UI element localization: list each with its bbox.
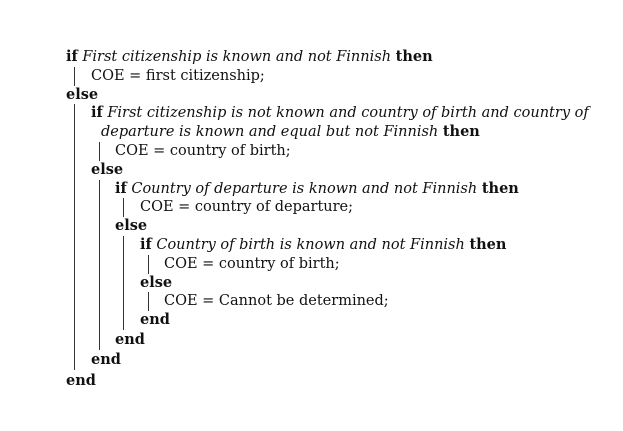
block-bar-else-3 [123,236,124,330]
keyword-if: if [91,104,103,121]
block-bar-then-3 [123,198,124,217]
line-end-4 [140,311,170,329]
assignment-country-of-birth: COE = country of birth; [164,256,340,272]
block-bar-then-2 [99,142,100,161]
keyword-then: then [481,180,519,197]
condition-country-of-birth: Country of birth is known and not Finnish [156,237,465,253]
keyword-else: else [91,161,124,178]
line-assign-3 [140,198,353,216]
assignment-first-citizenship: COE = first citizenship; [91,68,265,84]
keyword-end: end [66,372,96,389]
line-end-1 [66,372,96,390]
line-else-1 [66,86,98,104]
line-end-2 [91,351,121,369]
assignment-country-of-birth: COE = country of birth; [115,143,291,159]
keyword-then: then [469,236,507,253]
block-bar-else-4 [148,292,149,311]
keyword-then: then [395,48,433,65]
line-assign-5 [164,292,389,310]
block-bar-else-2 [99,180,100,350]
line-if-2a [91,104,589,122]
line-else-2 [91,161,123,179]
assignment-country-of-departure: COE = country of departure; [140,199,354,215]
line-if-4 [140,236,506,254]
keyword-then: then [442,123,480,140]
line-if-2b [101,123,480,141]
condition-birth-departure-part2: departure is known and equal but not Finnish [101,124,439,140]
keyword-if: if [115,180,127,197]
keyword-end: end [140,311,170,328]
line-else-4 [140,274,172,292]
keyword-else: else [66,86,99,103]
keyword-end: end [91,351,121,368]
keyword-else: else [115,217,148,234]
block-bar-then-1 [74,67,75,86]
condition-first-citizenship: First citizenship is known and not Finnish [82,49,392,65]
line-assign-2 [115,142,291,160]
keyword-if: if [140,236,152,253]
condition-birth-departure-part1: First citizenship is not known and country of birth and country of [107,105,589,121]
block-bar-then-4 [148,255,149,274]
line-assign-1 [91,67,265,85]
line-else-3 [115,217,147,235]
condition-country-of-departure: Country of departure is known and not Finnish [131,181,478,197]
line-if-3 [115,180,519,198]
keyword-end: end [115,331,145,348]
line-assign-4 [164,255,340,273]
assignment-cannot-be-determined: COE = Cannot be determined; [164,293,389,309]
line-if-1 [66,48,433,66]
keyword-if: if [66,48,78,65]
block-bar-else-1 [74,104,75,370]
line-end-3 [115,331,145,349]
keyword-else: else [140,274,173,291]
